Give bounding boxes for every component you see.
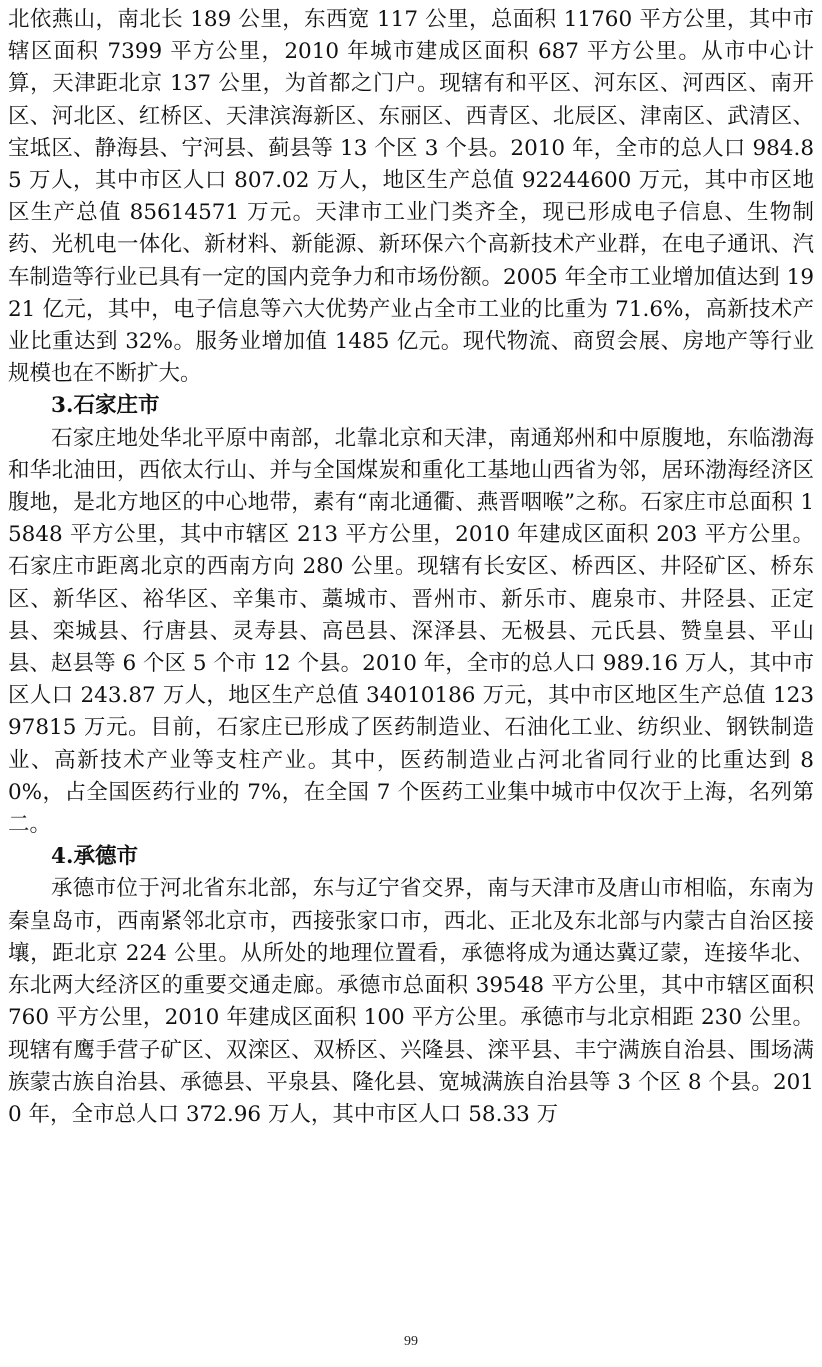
paragraph-shijiazhuang: 石家庄地处华北平原中南部，北靠北京和天津，南通郑州和中原腹地，东临渤海和华北油田，西依太行山、并与全国煤炭和重化工基地山西省为邻，居环渤海经济区腹地，是北方地区的中心地带，素有“南北通衢、燕晋咽喉”之称。石家庄市总面积 15848 平方公里，其中市辖区 213 平方公里，2010 年建成区面积 203 平方公里。石家庄市距离北京的西南方向 280 公里。现辖有长安区、桥西区、井陉矿区、桥东区、新华区、裕华区、辛集市、藁城市、晋州市、新乐市、鹿泉市、井陉县、正定县、栾城县、行唐县、灵寿县、高邑县、深泽县、无极县、元氏县、赞皇县、平山县、赵县等 6 个区 5 个市 12 个县。2010 年，全市的总人口 989.16 万人，其中市区人口 243.87 万人，地区生产总值 34010186 万元，其中市区地区生产总值 12397815 万元。目前，石家庄已形成了医药制造业、石油化工业、纺织业、钢铁制造业、高新技术产业等支柱产业。其中，医药制造业占河北省同行业的比重达到 80%，占全国医药行业的 7%，在全国 7 个医药工业集中城市中仅次于上海，名列第二。 <box>8 425 814 838</box>
paragraph-tianjin-continued: 北依燕山，南北长 189 公里，东西宽 117 公里，总面积 11760 平方公里，其中市辖区面积 7399 平方公里，2010 年城市建成区面积 687 平方公里。从市中心计算，天津距北京 137 公里，为首都之门户。现辖有和平区、河东区、河西区、南开区、河北区、红桥区、天津滨海新区、东丽区、西青区、北辰区、津南区、武清区、宝坻区、静海县、宁河县、蓟县等 13 个区 3 个县。2010 年，全市的总人口 984.85 万人，其中市区人口 807.02 万人，地区生产总值 92244600 万元，其中市区地区生产总值 85614571 万元。天津市工业门类齐全，现已形成电子信息、生物制药、光机电一体化、新材料、新能源、新环保六个高新技术产业群，在电子通讯、汽车制造等行业已具有一定的国内竞争力和市场份额。2005 年全市工业增加值达到 1921 亿元，其中，电子信息等六大优势产业占全市工业的比重为 71.6%，高新技术产业比重达到 32%。服务业增加值 1485 亿元。现代物流、商贸会展、房地产等行业规模也在不断扩大。 <box>8 7 814 387</box>
page-number: 99 <box>404 1334 418 1349</box>
section-heading-chengde: 4.承德市 <box>51 844 138 870</box>
section-heading-shijiazhuang: 3.石家庄市 <box>51 393 160 419</box>
paragraph-chengde: 承德市位于河北省东北部，东与辽宁省交界，南与天津市及唐山市相临，东南为秦皇岛市，西南紧邻北京市，西接张家口市，西北、正北及东北部与内蒙古自治区接壤，距北京 224 公里。从所处的地理位置看，承德将成为通达冀辽蒙，连接华北、东北两大经济区的重要交通走廊。承德市总面积 39548 平方公里，其中市辖区面积 760 平方公里，2010 年建成区面积 100 平方公里。承德市与北京相距 230 公里。现辖有鹰手营子矿区、双滦区、双桥区、兴隆县、滦平县、丰宁满族自治县、围场满族蒙古族自治县、承德县、平泉县、隆化县、宽城满族自治县等 3 个区 8 个县。2010 年，全市总人口 372.96 万人，其中市区人口 58.33 万 <box>8 876 814 1127</box>
document-page <box>8 4 814 1131</box>
